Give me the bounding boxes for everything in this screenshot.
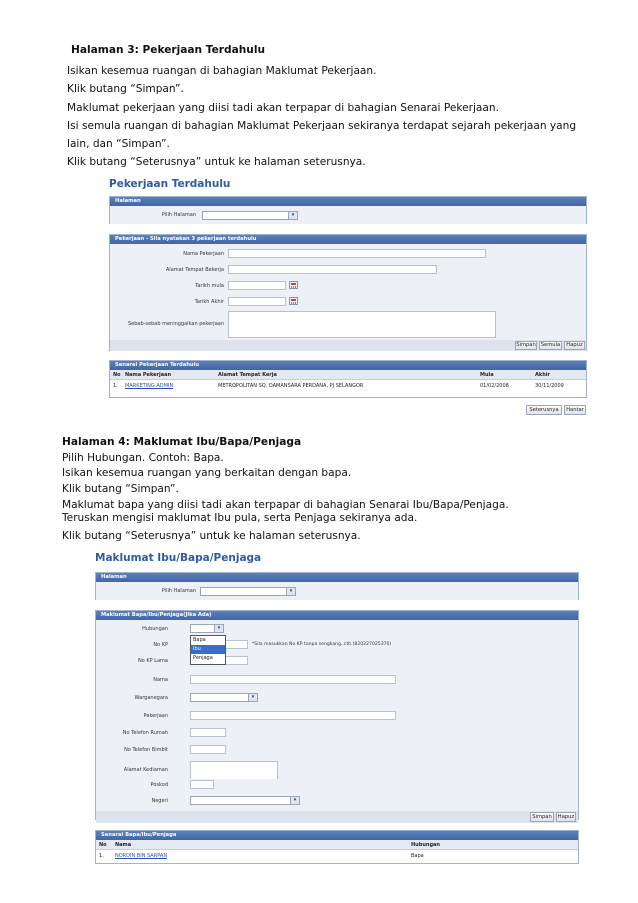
akhir-cell: 30/11/2009	[535, 383, 564, 389]
pekerjaan-form-section	[109, 234, 587, 351]
column-header: Hubungan	[411, 842, 440, 848]
row-no: 1.	[99, 853, 104, 859]
tel-bimbit-input[interactable]	[190, 745, 226, 754]
sebab-textarea[interactable]	[228, 311, 496, 338]
section-header: Pekerjaan - Sila nyatakan 3 pekerjaan terdahulu	[110, 235, 586, 244]
form-lower-body	[96, 779, 578, 811]
nama-input[interactable]	[190, 675, 396, 684]
section-header: Halaman	[96, 573, 578, 582]
pilih-halaman-select[interactable]	[200, 587, 296, 596]
alamat-cell: METROPOLITAN SQ, DAMANSARA PERDANA, PJ SELANGOR	[218, 383, 364, 389]
senarai-ibubapa-section	[95, 830, 579, 864]
instruction-line: Isikan kesemua ruangan di bahagian Maklumat Pekerjaan.	[67, 65, 377, 77]
instruction-line: lain, dan “Simpan”.	[67, 138, 170, 150]
seterusnya-button[interactable]: Seterusnya	[526, 405, 562, 415]
warganegara-select[interactable]	[190, 693, 258, 702]
hubungan-select[interactable]	[190, 624, 224, 633]
instruction-line: Teruskan mengisi maklumat Ibu pula, serta Penjaga sekiranya ada.	[62, 512, 418, 524]
simpan-button[interactable]: Simpan	[530, 812, 554, 822]
chevron-down-icon: ▾	[286, 588, 295, 595]
hubungan-label: Hubungan	[142, 626, 168, 632]
nama-label: Nama	[153, 677, 168, 683]
tarikh-mula-label: Tarikh mula	[195, 283, 224, 289]
tarikh-akhir-input[interactable]	[228, 297, 286, 306]
hantar-button[interactable]: Hantar	[564, 405, 586, 415]
table-row	[110, 381, 586, 392]
column-header: No	[99, 842, 107, 848]
pilih-halaman-select[interactable]	[202, 211, 298, 220]
alamat-label: Alamat Kediaman	[123, 767, 168, 773]
nokp-label: No KP	[153, 642, 168, 648]
tarikh-mula-input[interactable]	[228, 281, 286, 290]
calendar-icon[interactable]	[289, 281, 298, 289]
instruction-line: Pilih Hubungan. Contoh: Bapa.	[62, 452, 224, 464]
instruction-line: Klik butang “Seterusnya” untuk ke halaman seterusnya.	[62, 530, 361, 542]
nokp-lama-label: No KP Lama	[137, 658, 168, 664]
calendar-icon[interactable]	[289, 297, 298, 305]
dropdown-option[interactable]: Bapa	[193, 637, 206, 643]
instruction-line: Klik butang “Simpan”.	[62, 483, 179, 495]
chevron-down-icon: ▾	[288, 212, 297, 219]
instruction-line: Isi semula ruangan di bahagian Maklumat Pekerjaan sekiranya terdapat sejarah pekerjaan yang	[67, 120, 577, 132]
section-header: Senarai Bapa/Ibu/Penjaga	[96, 831, 578, 840]
dropdown-option[interactable]: Ibu	[191, 645, 225, 654]
column-header: Nama Pekerjaan	[125, 372, 172, 378]
instruction-line: Maklumat pekerjaan yang diisi tadi akan terpapar di bahagian Senarai Pekerjaan.	[67, 102, 499, 114]
instruction-line: Isikan kesemua ruangan yang berkaitan dengan bapa.	[62, 467, 352, 479]
warganegara-label: Warganegara	[134, 695, 168, 701]
dropdown-option[interactable]: Penjaga	[193, 655, 213, 661]
halaman-section	[109, 196, 587, 224]
pekerjaan-screenshot	[106, 172, 590, 422]
pilih-halaman-label: Pilih Halaman	[161, 212, 196, 218]
nokp-hint: *Sila masukkan No KP tanpa sengkang..cth.(820227025370)	[252, 642, 392, 647]
chevron-down-icon: ▾	[214, 625, 223, 632]
hubungan-dropdown[interactable]	[190, 635, 226, 665]
section-heading-page3: Halaman 3: Pekerjaan Terdahulu	[71, 44, 266, 56]
column-header: Nama	[115, 842, 132, 848]
chevron-down-icon: ▾	[290, 797, 299, 804]
instruction-line: Klik butang “Simpan”.	[67, 83, 184, 95]
tarikh-akhir-label: Tarikh Akhir	[194, 299, 224, 305]
tel-rumah-input[interactable]	[190, 728, 226, 737]
halaman-section	[95, 572, 579, 600]
section-header: Halaman	[110, 197, 586, 206]
screen-title: Maklumat Ibu/Bapa/Penjaga	[95, 552, 262, 564]
screen-title: Pekerjaan Terdahulu	[109, 178, 231, 190]
semula-button[interactable]: Semula	[540, 342, 561, 348]
pekerjaan-label: Pekerjaan	[143, 713, 168, 719]
column-header: Alamat Tempat Kerja	[218, 372, 277, 378]
tel-rumah-label: No Telefon Rumah	[122, 730, 168, 736]
tel-bimbit-label: No Telefon Bimbit	[124, 747, 168, 753]
section-heading-page4: Halaman 4: Maklumat Ibu/Bapa/Penjaga	[62, 436, 302, 448]
negeri-label: Negeri	[151, 798, 168, 804]
alamat-label: Alamat Tempat Bekerja	[165, 267, 224, 273]
sebab-label: Sebab-sebab meninggalkan pekerjaan	[127, 321, 224, 327]
instruction-line: Maklumat bapa yang diisi tadi akan terpapar di bahagian Senarai Ibu/Bapa/Penjaga.	[62, 499, 509, 511]
nama-pekerjaan-input[interactable]	[228, 249, 486, 258]
pekerjaan-link[interactable]: MARKETING ADMIN	[125, 383, 174, 389]
section-header: Senarai Pekerjaan Terdahulu	[110, 361, 586, 370]
nama-pekerjaan-label: Nama Pekerjaan	[183, 251, 224, 257]
mula-cell: 01/02/2008	[480, 383, 509, 389]
row-no: 1.	[113, 383, 118, 389]
section-header: Maklumat Bapa/Ibu/Penjaga(Jika Ada)	[96, 611, 578, 620]
senarai-pekerjaan-section	[109, 360, 587, 398]
ibubapa-screenshot	[92, 546, 582, 866]
button-bar	[96, 811, 578, 823]
pilih-halaman-label: Pilih Halaman	[161, 588, 196, 594]
negeri-select[interactable]	[190, 796, 300, 805]
pekerjaan-input[interactable]	[190, 711, 396, 720]
nama-link[interactable]: NORDIN BIN SARPAN	[115, 853, 168, 859]
chevron-down-icon: ▾	[248, 694, 257, 701]
hubungan-cell: Bapa	[411, 853, 424, 859]
instruction-line: Klik butang “Seterusnya” untuk ke halaman seterusnya.	[67, 156, 366, 168]
poskod-input[interactable]	[190, 780, 214, 789]
simpan-button[interactable]: Simpan	[516, 342, 536, 348]
alamat-input[interactable]	[228, 265, 437, 274]
column-header: No	[113, 372, 121, 378]
column-header: Mula	[480, 372, 494, 378]
table-row	[96, 851, 578, 862]
poskod-label: Poskod	[150, 782, 168, 788]
hapus-button[interactable]: Hapuz	[564, 341, 585, 350]
hapus-button[interactable]: Hapuz	[557, 814, 575, 820]
column-header: Akhir	[535, 372, 550, 378]
